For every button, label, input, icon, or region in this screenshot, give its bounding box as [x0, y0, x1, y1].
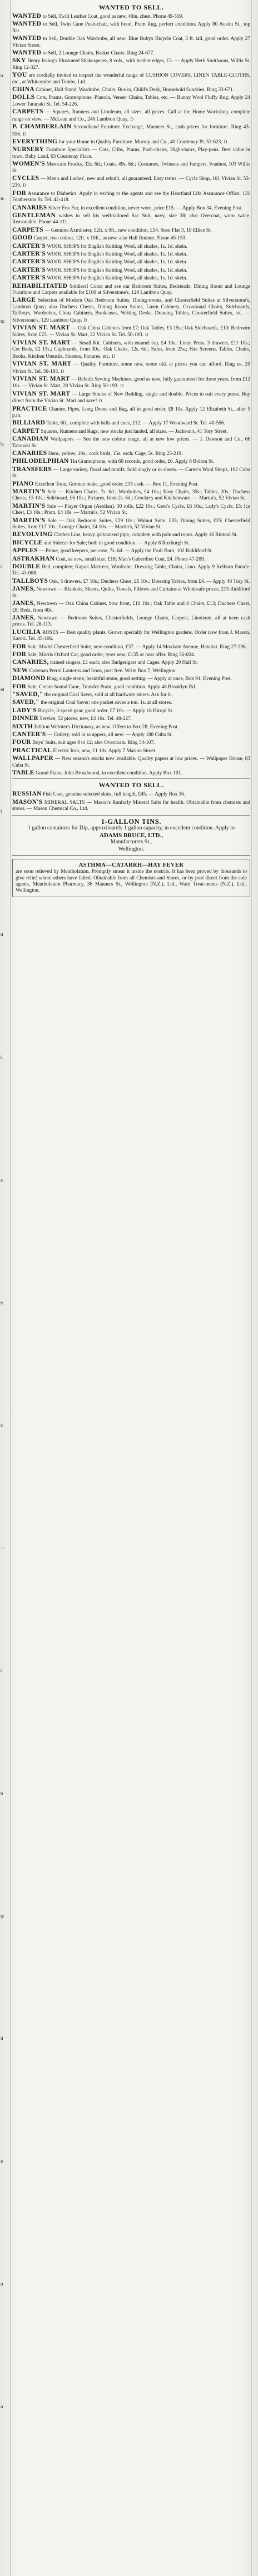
- classified-ad: [12, 699, 250, 706]
- ad-lead-word: MARTIN'S: [12, 517, 46, 524]
- margin-fragment: a-: [1, 196, 5, 201]
- ad-lead-word: SKY: [12, 57, 26, 64]
- ad-body-text: for your Home in Quality Furniture. Murray and Co., 40 Courtenay Pl. 52-623.: [58, 139, 222, 145]
- classified-ad: [12, 799, 250, 813]
- ad-body-text: Bed, complete; Kapok Mattress, Wardrobe, Dressing Table, Chairs, Lino. Apply 9 Kelburn Parade. Tel. 43-008.: [12, 564, 250, 577]
- ad-lead-word: CARTER'S: [12, 258, 46, 266]
- ad-body-text: Henry Irving's Illustrated Shakespeare, 8 vols., with leather edges, £3. — Apply Herb Smithsons, Willis St. Ring 12-327.: [12, 58, 250, 71]
- margin-fragment: a: [1, 2404, 3, 2409]
- classified-ad: [12, 325, 250, 339]
- ad-lead-word: WANTED: [12, 35, 42, 42]
- ad-lead-word: WANTED: [12, 49, 42, 57]
- ad-lead-word: APPLES: [12, 547, 38, 554]
- ad-body-text: Coat, as new, small size, £18; Man's Gaberdine Coat, £4. Phone 47-209.: [56, 556, 205, 562]
- classified-ad: [12, 235, 250, 242]
- ad-code: D: [120, 383, 123, 389]
- classified-ad: [12, 578, 250, 585]
- ad-lead-word: VIVIAN ST. MART: [12, 339, 71, 346]
- classified-ad: [12, 147, 250, 160]
- ad-lead-word: CARTER'S: [12, 266, 46, 273]
- ad-lead-word: SAVED,": [12, 699, 39, 706]
- tins-address-street: Manufacturers St.,: [110, 839, 152, 846]
- column-rule: [10, 0, 11, 2576]
- ad-body-text: Squares, Runners and Rugs; new stocks just landed, all sizes. — Jackson's, 41 Tory Street.: [41, 428, 228, 434]
- ad-body-text: Grand Piano, John Broadwood, in excellent condition. Apply Box 101.: [35, 771, 182, 777]
- classified-ad: [12, 451, 250, 457]
- ad-lead-word: FOR: [12, 683, 27, 690]
- ad-body-text: Marocain Frocks, 32s. 6d.; Coats, 49s. 6d.; Costumes, Twinsets and Jumpers. Ivanhoe, 103 Willis St.: [12, 162, 250, 174]
- ad-body-text: WOOL SHOPS for English Knitting Wool, all shades, 1s. 1d. skein.: [47, 259, 187, 266]
- classified-ad: [12, 94, 250, 108]
- ad-body-text: are cordially invited to inspect the wonderful range of CUSHION COVERS, LINEN TABLE-CLOTHS, etc., at Whitcombe and Tombs, Ltd.: [12, 73, 250, 85]
- classified-ad: [12, 668, 250, 674]
- classified-ad: [12, 676, 250, 682]
- ad-lead-word: SIXTH: [12, 723, 33, 730]
- ad-lead-word: WANTED: [12, 21, 42, 28]
- ad-lead-word: VIVIAN ST. MART: [12, 375, 70, 382]
- ad-body-text: Edition Webster's Dictionary, as new. Offers to Box 28, Evening Post.: [34, 724, 179, 730]
- ad-lead-word: "SAVED,": [12, 691, 43, 698]
- classified-ad: [12, 503, 250, 517]
- classified-ad: [12, 489, 250, 502]
- ad-lead-word: JANES,: [12, 586, 36, 593]
- ad-lead-word: FOUR: [12, 739, 31, 746]
- classified-ad: [12, 267, 250, 274]
- ad-body-text: Selection of Modern Oak Bedroom Suites, Dining-rooms, and Chesterfield Suites at Silverstone's, Lambton Quay; also Duchess Chests, Dining Room Suites, Linen Cabinets, Occasional Chairs, Sideboards, Tallboys, Wardrobes, China Cabinets, Bookcases, Writing Desks, Drawing Tables, Chesterfield Suites, etc. — Silverstone's, 129 Lambton Quay.: [12, 298, 250, 323]
- ad-body-text: wishes to sell his well-tailored Sac Suit, navy, size 38; also Overcoat, worn twice. Reasonable. Phone 44-111.: [12, 213, 250, 226]
- ad-lead-word: RUSSIAN: [12, 791, 42, 798]
- classified-ad: [12, 139, 250, 146]
- ad-lead-word: FOR: [12, 651, 27, 658]
- margin-fragment: d: [1, 932, 3, 937]
- ad-lead-word: CARPETS: [12, 108, 43, 116]
- ad-lead-word: CARPETS: [12, 226, 43, 233]
- classified-ad: [12, 692, 250, 698]
- classified-ad: [12, 436, 250, 449]
- classified-ad: [12, 540, 250, 547]
- ad-code: D: [23, 131, 27, 137]
- ad-lead-word: REHABILITATED: [12, 282, 68, 289]
- classified-ad: [12, 213, 250, 226]
- ads-list-part3: [12, 791, 250, 812]
- ad-body-text: Carpet, rose colour, 12ft. x 10ft., as new, also Hall Runner. Phone 45-153.: [33, 236, 187, 242]
- ad-lead-word: EVERYTHING: [12, 138, 58, 145]
- ad-code: D: [112, 353, 115, 359]
- classified-ad: [12, 428, 250, 435]
- ad-body-text: Assurance to Diabetics. Apply in writing to the agents and see the Heartland Life Assurance Office, 131 Featherston St. Tel. 42-418.: [12, 191, 250, 203]
- classified-ad: [12, 748, 250, 754]
- classified-ad: [12, 283, 250, 297]
- classified-ad: [12, 615, 250, 628]
- ad-body-text: Furniture Specialists — Cots, Cribs, Prams, Push-chairs, High-chairs, Play-pens. Best value in town. Baby Land, 63 Courtenay Place.: [12, 147, 250, 159]
- ad-lead-word: YOU: [12, 72, 27, 79]
- classified-ad: [12, 50, 250, 57]
- ad-body-text: Cots, Prams, Gramophone, Pianola, Veneer Chairs, Tables, etc. — Bunny Wool Fluffy Rug. Apply 24 Lower Taranaki St. Tel. 54-226.: [12, 95, 250, 107]
- ad-lead-word: NEW: [12, 667, 28, 674]
- ad-lead-word: CARTER'S: [12, 251, 46, 257]
- ad-body-text: to Sell, 2 Lounge Chairs, Basket Chairs. Ring 24-677.: [42, 51, 155, 57]
- ad-body-text: the original Coal Saver; one packet saves a ton. 1s. at all stores.: [41, 700, 172, 706]
- ad-lead-word: JANES,: [12, 614, 36, 621]
- classified-ad: [12, 297, 250, 324]
- margin-fragment: d: [1, 2036, 3, 2041]
- classified-ad: [12, 420, 250, 427]
- classified-ad: [12, 406, 250, 419]
- classified-ad: [12, 716, 250, 722]
- ad-body-text: — Men's and Ladies', new and rebuilt, all guaranteed. Easy terms. — Cycle Shop, 101 Vivian St. 53-230.: [12, 176, 250, 189]
- margin-fragment: to: [1, 319, 4, 324]
- margin-fragment: f: [1, 809, 2, 814]
- section-divider: [12, 778, 250, 779]
- tins-heading: 1-GALLON TINS.: [101, 817, 162, 826]
- ad-lead-word: PHILODELPHIAN: [12, 458, 69, 465]
- classified-ad: [12, 601, 250, 614]
- ad-body-text: MINERAL SALTS — Mason's Ranfurly Mineral Salts for health. Obtainable from chemists and stores. — Mason Chemical Co., Ltd.: [12, 799, 250, 812]
- classified-ad: [12, 564, 250, 577]
- ad-body-text: Clothes Line, heavy galvanised pipe, complete with pole and ropes. Apply 16 Rintoul St.: [53, 532, 238, 538]
- classified-ad: [12, 259, 250, 266]
- ad-body-text: Boys' Suits, suit ages 8 to 12; also Overcoats. Ring 34-107.: [32, 740, 155, 746]
- ad-body-text: Cabinet, Hall Stand, Wardrobe, Chairs, Books, Child's Desk, Household Sundries. Ring 33-671.: [36, 87, 235, 93]
- ad-body-text: — Rebuilt Sewing Machines, good as new, fully guaranteed for three years, from £12 10s. — Vivian St. Mart, 20 Vivian St. Ring 50-193.: [12, 376, 250, 389]
- margin-fragment: el: [1, 687, 4, 692]
- notice-title: ASTHMA—CATARRH—HAY FEVER: [78, 862, 184, 869]
- ad-lead-word: CARPET: [12, 427, 40, 434]
- ad-lead-word: NURSERY: [12, 146, 44, 153]
- ad-body-text: to Sell, Twin Cane Push-chair, with hood, Pram Rug, perfect condition. Apply 80 Austin St., top flat.: [12, 22, 250, 34]
- classified-ad: [12, 518, 250, 531]
- classified-ad: [12, 629, 250, 643]
- ads-list-part2: [12, 586, 250, 777]
- ad-body-text: Wallpapers — See the new colour range, all at new low prices. — J. Dawson and Co., 66 Taranaki St.: [12, 437, 250, 449]
- ad-body-text: Sale — Oak Bedroom Suites, £29 10s.; Walnut Suite, £35; Dining Suites, £25; Chesterfield Suites, from £17 10s.; Lounge Chairs, £4 10s. — Martin's, 52 Vivian St.: [12, 518, 250, 531]
- left-margin-fragments: [0, 0, 10, 2576]
- ad-lead-word: REVOLVING: [12, 531, 53, 538]
- ad-lead-word: ASTRAKHAN: [12, 555, 55, 562]
- classified-ad: [12, 684, 250, 691]
- ad-code: D: [98, 398, 102, 404]
- classified-ad: [12, 275, 250, 282]
- classified-ad: [12, 532, 250, 538]
- margin-fragment: —: [1, 1545, 5, 1550]
- classified-ad: [12, 708, 250, 714]
- classified-ad: [12, 251, 250, 258]
- classified-ad: [12, 481, 250, 488]
- classified-ad: [12, 21, 250, 34]
- classified-ad: [12, 391, 250, 405]
- notice-text: are soon relieved by Mentholatum. Promptly smear it inside the nostrils. It has been proved by thousands to give relief where others have failed. Obtainable from all Chemists and Stores, or by post direct from the sole agents, Mentholatum Pharmacy, 36 Manners St., Wellington (N.Z.), Ltd., Ward Treat-ments (N.Z.), Ltd., Wellington.: [16, 869, 247, 894]
- ad-body-text: Sale, Morris Oxford Car, good order, tyres new; £135 or near offer. Ring 36-024.: [27, 652, 195, 658]
- ad-body-text: Hens, yellow, 10s.; cock birds, 15s. each; Cage, 5s. Ring 25-219.: [48, 451, 183, 457]
- classified-ad: [12, 87, 250, 93]
- tins-address-city: Wellington.: [118, 846, 145, 852]
- ad-lead-word: BICYCLE: [12, 539, 43, 546]
- ad-body-text: WOOL SHOPS for English Knitting Wool, all shades, 1s. 1d. skein.: [47, 252, 187, 257]
- ads-list-part1: [12, 13, 250, 585]
- margin-fragment: l.: [1, 1055, 3, 1060]
- tins-body: 1 gallon containers for Dip, approximately 1 gallon capacity, in excellent condition. Apply to: [27, 825, 235, 832]
- ad-body-text: Table, 6ft., complete with balls and cues, £12. — Apply 17 Woodward St. Tel. 40-556.: [46, 421, 225, 427]
- classified-ad: [12, 458, 250, 465]
- section-heading: WANTED TO SELL.: [98, 3, 164, 11]
- classified-ad: [12, 724, 250, 731]
- ad-lead-word: P. CHAMBERLAIN: [12, 123, 72, 131]
- ad-body-text: and Sidecar for Sale; both in good condition. — Apply 8 Roxburgh St.: [43, 540, 190, 546]
- ad-lead-word: CANTER'S: [12, 731, 46, 738]
- classified-column: [12, 2, 250, 2574]
- ad-lead-word: TRANSFERS: [12, 466, 52, 473]
- ad-lead-word: LUCILIA: [12, 628, 41, 636]
- margin-fragment: ls: [1, 442, 4, 447]
- ad-body-text: to Sell, Double Oak Wardrobe, all new; Blue Rubyx Bicycle Coat, 3 ft. tall, good order. Apply 27 Vivian Street.: [12, 36, 250, 48]
- margin-fragment: e: [1, 2159, 3, 2164]
- ad-code: D: [61, 368, 64, 374]
- ad-lead-word: MASON'S: [12, 798, 43, 806]
- ad-body-text: — Quality Furniture, some new, some old, at prices you can afford. Ring us. 20 Vivian St. Tel. 50-193.: [12, 362, 250, 374]
- classified-ad: [12, 376, 250, 390]
- ad-lead-word: VIVIAN ST. MART: [12, 324, 70, 332]
- ad-lead-word: MARTIN'S: [12, 488, 46, 495]
- classified-ad: [12, 652, 250, 658]
- margin-fragment: ty: [1, 1914, 4, 1919]
- mentholatum-notice: [12, 859, 250, 897]
- ad-lead-word: TALLBOYS: [12, 577, 48, 584]
- margin-fragment: t: [1, 564, 2, 569]
- classified-ad: [12, 756, 250, 769]
- ad-body-text: Fish Coat, genuine selected skins, full length, £45. — Apply Box 36.: [42, 792, 186, 798]
- ad-lead-word: TABLE: [12, 769, 34, 777]
- ad-lead-word: CANARIES: [12, 449, 47, 457]
- ad-lead-word: WALLPAPER: [12, 755, 54, 762]
- classified-ad: [12, 161, 250, 174]
- classified-ad: [12, 109, 250, 123]
- ad-body-text: Bicycle, 3-speed gear, good order, £7 10s. — Apply 16 Hiropi St.: [38, 708, 173, 714]
- margin-fragment: a: [1, 2282, 3, 2287]
- classified-ad: [12, 72, 250, 86]
- ad-lead-word: DIAMOND: [12, 675, 46, 682]
- margin-fragment: n.: [1, 73, 4, 78]
- ad-body-text: Oak, 5 drawers, £7 10s.; Duchess Chest, £6 10s.; Dressing Tables, from £4. — Apply 48 Tory St.: [49, 578, 250, 584]
- ad-body-text: Electric Iron, new, £1 10s. Apply 7 Marion Street.: [53, 748, 157, 754]
- ad-body-text: — Prime, good keepers, per case, 7s. 6d. — Apply the Fruit Barn, 102 Riddiford St.: [39, 548, 213, 554]
- margin-fragment: h: [1, 1791, 3, 1796]
- margin-fragment: s: [1, 1178, 3, 1183]
- ad-body-text: Soldiers! Come and see our Bedroom Suites, Bedsteads, Dining Room and Lounge Furniture and Carpets available for £100 at Silverstone's, 129 Lambton Quay.: [12, 283, 250, 296]
- ad-body-text: WOOL SHOPS for English Knitting Wool, all shades, 1s. 1d. skein.: [47, 276, 187, 282]
- ad-lead-word: CANARIES,: [12, 659, 49, 666]
- ad-lead-word: CANARIES: [12, 204, 47, 211]
- ad-code: D: [83, 317, 87, 323]
- ad-body-text: Newtown — Blankets, Sheets, Quilts, Towels, Pillows and Curtains at Wholesale prices. 215 Riddiford St.: [12, 587, 250, 599]
- ad-lead-word: CARTER'S: [12, 242, 46, 249]
- ad-body-text: WOOL SHOPS for English Knitting Wool, all shades, 1s. 1d. skein.: [47, 267, 187, 273]
- ad-body-text: the original Coal Saver, sold at all hardware stores. Ask for it.: [44, 692, 172, 698]
- classified-ad: [12, 361, 250, 375]
- ad-code: D: [23, 183, 27, 188]
- ad-body-text: Sale, Cream Sound Cane, Transfer Pram, good condition. Apply 48 Brooklyn Rd.: [27, 684, 196, 690]
- ad-lead-word: CARTER'S: [12, 274, 46, 282]
- ad-body-text: WOOL SHOPS for English Knitting Wool, all shades, 1s. 1d. skein.: [47, 243, 187, 249]
- right-column-rule: [251, 0, 252, 2576]
- ad-body-text: Service, 52 pieces, new, £4 10s. Tel. 48-227.: [39, 716, 132, 722]
- classified-ad: [12, 644, 250, 651]
- bottom-section-heading: WANTED TO SELL.: [98, 781, 164, 789]
- ad-body-text: — Large Stocks of New Bedding, single and double. Prices to suit every purse. Buy direct from the Vivian St. Mart and save!: [12, 391, 250, 404]
- ad-body-text: — Oak China Cabinets from £7; Oak Tables, £3 15s.; Oak Sideboards, £10; Bedroom Suites, from £25. — Vivian St. Mart, 22 Vivian St. Tel. 50-193.: [12, 326, 250, 338]
- ad-lead-word: WOMEN'S: [12, 161, 45, 168]
- ad-body-text: — New season's stocks now available. Quality papers at low prices. — Wallpaper House, 83 Cuba St.: [12, 756, 250, 768]
- classified-ad: [12, 732, 250, 738]
- classified-ad: [12, 36, 250, 49]
- ad-lead-word: BILLIARD: [12, 419, 46, 427]
- ad-lead-word: VIVIAN ST. MART: [12, 361, 72, 368]
- classified-ad: [12, 739, 250, 746]
- ad-lead-word: CANADIAN: [12, 436, 49, 443]
- ad-body-text: Newtown — Oak China Cabinet, bow front, £10 10s.; Oak Table and 4 Chairs, £13; Duchess Chest, £8; Beds, from 40s.: [12, 601, 250, 613]
- margin-fragment: e: [1, 1300, 3, 1305]
- classified-ad: [12, 586, 250, 599]
- ad-body-text: Tin Gramophone, with 60 records, good order, £6. Apply 8 Bolton St.: [70, 459, 214, 465]
- tins-firm-name: ADAMS BRUCE, LTD.,: [99, 832, 163, 839]
- ad-lead-word: PRACTICE: [12, 405, 47, 412]
- ad-lead-word: LADY'S: [12, 707, 37, 714]
- ad-lead-word: GOOD: [12, 234, 33, 242]
- ad-lead-word: DOLLS: [12, 94, 35, 101]
- ad-lead-word: LARGE: [12, 297, 36, 304]
- classified-ad: [12, 227, 250, 234]
- ad-lead-word: FOR: [12, 643, 27, 650]
- ad-body-text: ROSES — Best quality plants. Grown specially for Wellington gardens. Order now from J. Mason, Karori. Tel. 45-106.: [12, 629, 250, 642]
- ad-body-text: — Squares, Runners and Linoleum, all sizes, all prices. Call at the Home Workshop, complete range on view. — McLean and Co., 246 Lambton Quay.: [12, 109, 250, 122]
- ad-body-text: Excellent Tone, German make, good order, £35 cash. — Box 11, Evening Post.: [34, 481, 199, 487]
- ad-lead-word: CYCLES: [12, 174, 39, 182]
- ad-body-text: Sale — Player Organ (Aeolian), 30 rolls, £22 10s.; Gent's Cycle, £6 10s.; Lady's Cycle, £5; Ice Chest, £3 10s.; Pram, £4 10s. — Martin's, 52 Vivian St.: [12, 503, 250, 516]
- ad-code: D: [145, 332, 148, 338]
- ad-body-text: Chanter, Pipes, Long Drone and Bag, all in good order, £8 10s. Apply 12 Elizabeth St., after 5 p.m.: [12, 406, 250, 418]
- ad-lead-word: PRACTICAL: [12, 747, 52, 754]
- classified-ad: [12, 659, 250, 666]
- classified-ad: [12, 791, 250, 798]
- ad-lead-word: WANTED: [12, 13, 42, 19]
- ad-lead-word: DOUBLE: [12, 563, 41, 571]
- classified-ad: [12, 770, 250, 777]
- classified-ad: [12, 205, 250, 212]
- ad-body-text: Newtown — Bedroom Suites, Chesterfields, Lounge Chairs, Carpets, Linoleum, all at keen cash prices. Tel. 28-113.: [12, 615, 250, 628]
- ad-lead-word: FOR: [12, 189, 27, 197]
- ad-lead-word: CHINA: [12, 86, 34, 93]
- ad-body-text: to Sell, Twill Leather Coat, good as new, 40in. chest. Phone 49-559.: [42, 14, 183, 19]
- ad-lead-word: PIANO: [12, 480, 34, 487]
- ad-lead-word: DINNER: [12, 715, 39, 722]
- ad-body-text: Ring, single stone, beautiful stone, good setting. — Apply at once, Box 91, Evening Post.: [46, 676, 232, 682]
- ad-lead-word: JANES,: [12, 600, 36, 607]
- ad-body-text: Coleman Petrol Lanterns and Irons, post free. Write Box 7, Wellington.: [29, 668, 177, 674]
- margin-fragment: l.: [1, 1668, 3, 1673]
- ad-body-text: — Small Kit. Cabinets, with enamel top, £4 10s.; Linen Press, 3 drawers, £11 10s.; Cot Beds, £2 15s.; Cupboards, from 30s.; Oak Chairs, 12s. 6d.; Safes, from 25s.; Fire Screens, Tables, Chairs, Books, Kitchen Utensils, Heaters, Pictures, etc.: [12, 340, 250, 359]
- ad-body-text: — Genuine Axminster, 12ft. x 9ft., new condition, £14. Seen Flat 3, 19 Ellice St.: [44, 227, 212, 233]
- ad-body-text: Silver Fox Fur, in excellent condition, never worn, price £15. — Apply Box 34, Evening Post.: [48, 205, 243, 211]
- ad-lead-word: MARTIN'S: [12, 502, 46, 509]
- tins-advertisement: [12, 816, 250, 856]
- ad-body-text: Sale, Model Chesterfield Suite, new condition, £37. — Apply 14 Moxham Avenue, Hataitai. Ring 27-396.: [27, 644, 247, 650]
- classified-ad: [12, 124, 250, 138]
- ad-body-text: Secondhand Furniture Exchange, Manners St., cash prices for furniture. Ring 43-556.: [12, 124, 250, 137]
- ad-code: D: [130, 116, 133, 122]
- classified-ad: [12, 340, 250, 360]
- classified-ad: [12, 467, 250, 480]
- classified-ad: [12, 58, 250, 71]
- margin-fragment: s: [1, 1423, 3, 1428]
- ad-body-text: trained singers, £1 each; also Budgerigars and Cages. Apply 29 Hall St.: [49, 660, 198, 666]
- classified-ad: [12, 243, 250, 250]
- ad-lead-word: VIVIAN ST. MART: [12, 390, 71, 397]
- ad-body-text: — Large variety, floral and motifs. Sold singly or in sheets. — Carter's Wool Shops, 102 Cuba St.: [12, 467, 250, 479]
- ad-code: D: [224, 139, 227, 144]
- ad-lead-word: GENTLEMAN: [12, 212, 56, 219]
- classified-ad: [12, 191, 250, 204]
- classified-ad: [12, 556, 250, 563]
- classified-ad: [12, 176, 250, 189]
- ad-body-text: — Cutlery, sold in wrappers, all new. — Apply 188 Cuba St.: [47, 732, 173, 738]
- ad-body-text: Sale — Kitchen Chairs, 7s. 6d.; Wardrobes, £4 10s.; Easy Chairs, 35s.; Tables, 20s.; Duchess Chests, £5 10s.; Sideboard, £6 10s.; Pictures, from 2s. 6d.; Crockery and Kitchenware. — Martin's, 52 Vivian St.: [12, 489, 250, 502]
- classified-ad: [12, 13, 250, 20]
- classified-ad: [12, 548, 250, 554]
